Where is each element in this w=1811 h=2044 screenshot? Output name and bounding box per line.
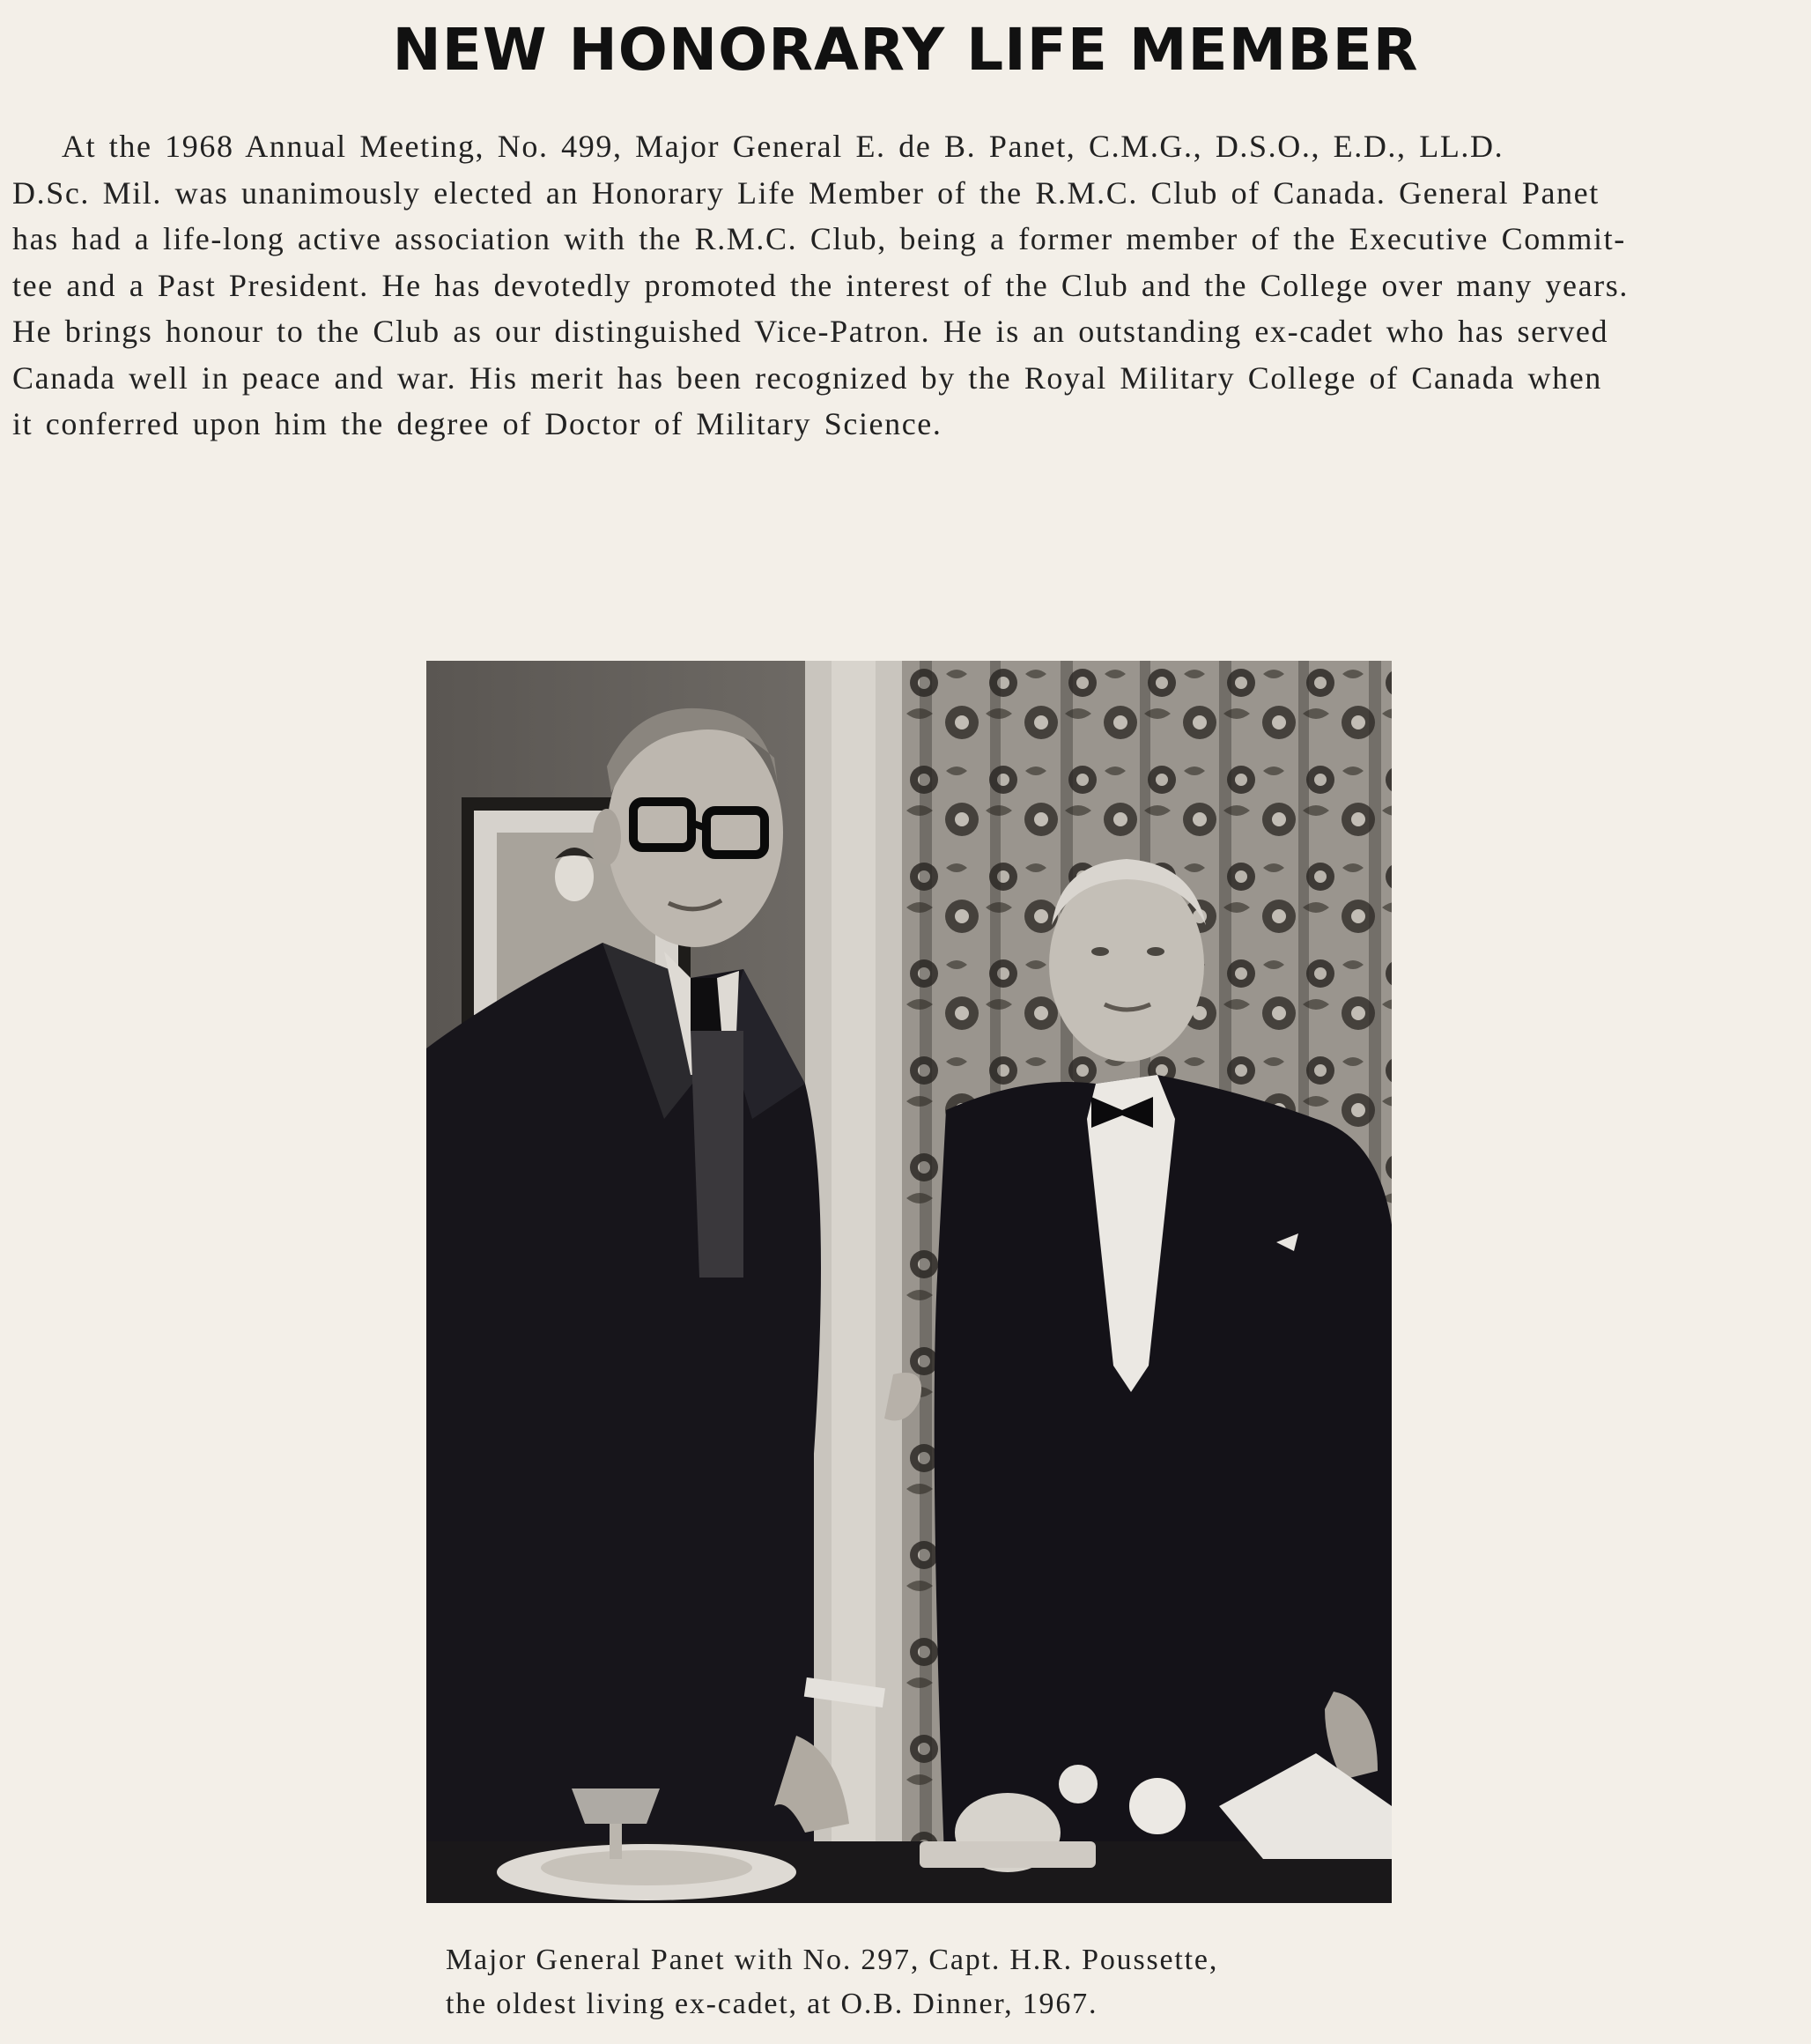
photograph-illustration (426, 661, 1392, 1903)
photo-caption (446, 1938, 1503, 2026)
article-line: it conferred upon him the degree of Doctor of Military Science. (12, 406, 942, 441)
caption-line: Major General Panet with No. 297, Capt. H.R. Poussette, (446, 1944, 1219, 1976)
photograph (426, 661, 1392, 1903)
article-line: At the 1968 Annual Meeting, No. 499, Major General E. de B. Panet, C.M.G., D.S.O., E.D., LL.D. (62, 129, 1504, 164)
article-paragraph (12, 123, 1783, 448)
caption-line: the oldest living ex-cadet, at O.B. Dinner, 1967. (446, 1988, 1098, 2020)
article-line: tee and a Past President. He has devotedly promoted the interest of the Club and the College over many years. (12, 267, 1629, 303)
article-line: He brings honour to the Club as our distinguished Vice-Patron. He is an outstanding ex-cadet who has served (12, 314, 1609, 349)
article-line: Canada well in peace and war. His merit has been recognized by the Royal Military College of Canada when (12, 359, 1602, 396)
page-title: NEW HONORARY LIFE MEMBER (392, 16, 1419, 84)
article-line: has had a life-long active association with the R.M.C. Club, being a former member of the Executive Commit- (12, 221, 1626, 256)
article-line: D.Sc. Mil. was unanimously elected an Honorary Life Member of the R.M.C. Club of Canada. General Panet (12, 174, 1600, 211)
